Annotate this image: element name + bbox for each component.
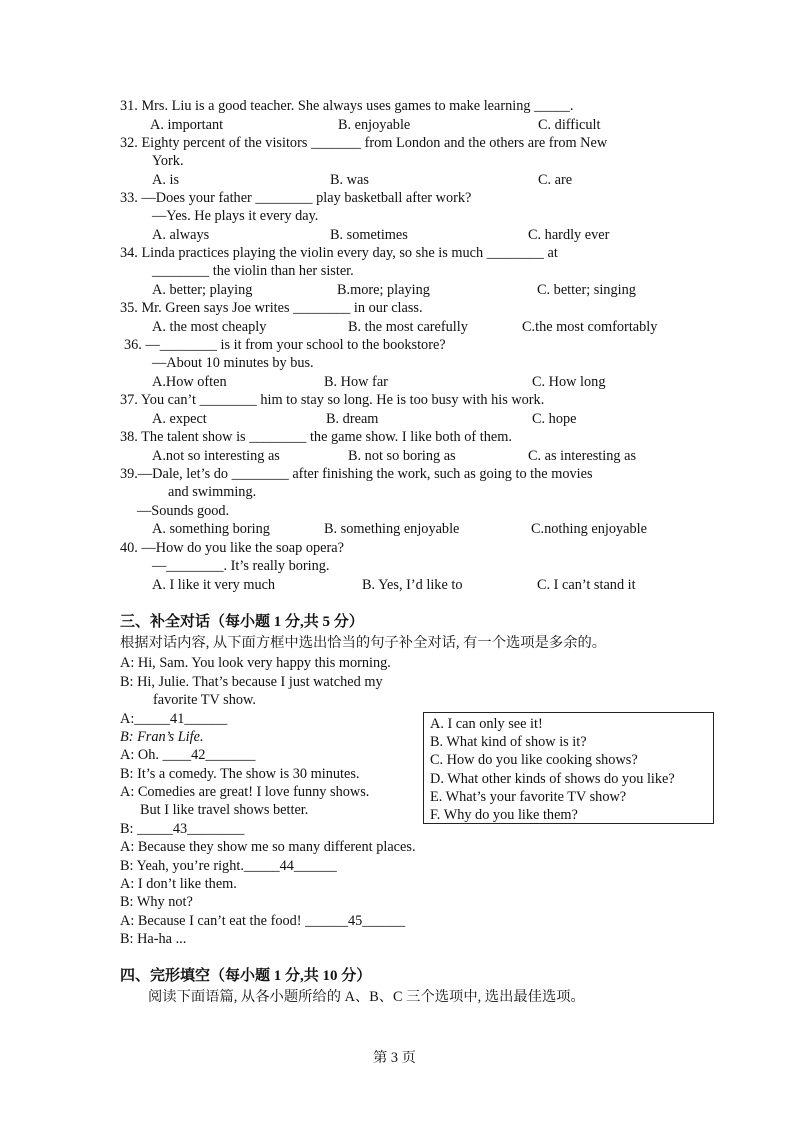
option-e: E. What’s your favorite TV show? bbox=[430, 789, 627, 805]
option-35-c: C.the most comfortably bbox=[522, 319, 658, 335]
option-32-a: A. is bbox=[152, 172, 180, 188]
option-40-c: C. I can’t stand it bbox=[537, 577, 636, 593]
option-35-a: A. the most cheaply bbox=[152, 319, 267, 335]
question-33-reply: —Yes. He plays it every day. bbox=[152, 208, 319, 224]
option-f: F. Why do you like them? bbox=[430, 807, 578, 823]
dialogue-line: B: Hi, Julie. That’s because I just watched my bbox=[120, 674, 383, 690]
dialogue-line: B: Ha-ha ... bbox=[120, 931, 187, 947]
option-a: A. I can only see it! bbox=[430, 716, 543, 732]
question-34-cont: ________ the violin than her sister. bbox=[152, 263, 354, 279]
question-36-reply: —About 10 minutes by bus. bbox=[152, 355, 314, 371]
option-38-a: A.not so interesting as bbox=[152, 448, 280, 464]
option-33-b: B. sometimes bbox=[330, 227, 408, 243]
question-36: 36. —________ is it from your school to the bookstore? bbox=[124, 337, 446, 353]
option-38-b: B. not so boring as bbox=[348, 448, 456, 464]
option-37-c: C. hope bbox=[532, 411, 577, 427]
option-34-b: B.more; playing bbox=[337, 282, 430, 298]
option-37-b: B. dream bbox=[326, 411, 379, 427]
dialogue-line: A: I don’t like them. bbox=[120, 876, 237, 892]
question-32: 32. Eighty percent of the visitors _______ from London and the others are from New bbox=[120, 135, 608, 151]
option-c: C. How do you like cooking shows? bbox=[430, 752, 638, 768]
dialogue-blank-41: A:_____41______ bbox=[120, 711, 228, 727]
section-4-heading: 四、完形填空（每小题 1 分,共 10 分） bbox=[120, 968, 372, 984]
option-40-a: A. I like it very much bbox=[152, 577, 276, 593]
option-34-c: C. better; singing bbox=[537, 282, 636, 298]
section-3-instruction: 根据对话内容, 从下面方框中选出恰当的句子补全对话, 有一个选项是多余的。 bbox=[120, 635, 607, 651]
option-40-b: B. Yes, I’d like to bbox=[362, 577, 463, 593]
question-40: 40. —How do you like the soap opera? bbox=[120, 540, 344, 556]
dialogue-line: B: Why not? bbox=[120, 894, 193, 910]
option-32-c: C. are bbox=[538, 172, 573, 188]
question-35: 35. Mr. Green says Joe writes ________ in our class. bbox=[120, 300, 423, 316]
option-37-a: A. expect bbox=[152, 411, 207, 427]
option-31-b: B. enjoyable bbox=[338, 117, 411, 133]
dialogue-line: A: Hi, Sam. You look very happy this morning. bbox=[120, 655, 391, 671]
question-31: 31. Mrs. Liu is a good teacher. She always uses games to make learning _____. bbox=[120, 98, 574, 114]
option-b: B. What kind of show is it? bbox=[430, 734, 587, 750]
option-34-a: A. better; playing bbox=[152, 282, 253, 298]
question-33: 33. —Does your father ________ play basketball after work? bbox=[120, 190, 472, 206]
question-34: 34. Linda practices playing the violin every day, so she is much ________ at bbox=[120, 245, 558, 261]
option-39-a: A. something boring bbox=[152, 521, 270, 537]
option-36-a: A.How often bbox=[152, 374, 227, 390]
section-4-instruction: 阅读下面语篇, 从各小题所给的 A、B、C 三个选项中, 选出最佳选项。 bbox=[148, 989, 585, 1005]
dialogue-line: B: Fran’s Life. bbox=[120, 729, 204, 745]
question-39: 39.—Dale, let’s do ________ after finishing the work, such as going to the movies bbox=[120, 466, 593, 482]
dialogue-line: A: Because they show me so many different places. bbox=[120, 839, 416, 855]
question-37: 37. You can’t ________ him to stay so long. He is too busy with his work. bbox=[120, 392, 545, 408]
option-39-b: B. something enjoyable bbox=[324, 521, 460, 537]
option-d: D. What other kinds of shows do you like? bbox=[430, 771, 675, 787]
option-33-c: C. hardly ever bbox=[528, 227, 610, 243]
question-32-cont: York. bbox=[152, 153, 184, 169]
option-36-b: B. How far bbox=[324, 374, 388, 390]
dialogue-blank-42: A: Oh. ____42_______ bbox=[120, 747, 256, 763]
page-number: 第 3 页 bbox=[373, 1050, 416, 1066]
dialogue-line: A: Comedies are great! I love funny shows. bbox=[120, 784, 370, 800]
option-31-a: A. important bbox=[150, 117, 224, 133]
option-39-c: C.nothing enjoyable bbox=[531, 521, 647, 537]
option-32-b: B. was bbox=[330, 172, 369, 188]
question-40-reply: —________. It’s really boring. bbox=[152, 558, 330, 574]
option-36-c: C. How long bbox=[532, 374, 606, 390]
dialogue-blank-45: A: Because I can’t eat the food! ______45______ bbox=[120, 913, 406, 929]
dialogue-blank-43: B: _____43________ bbox=[120, 821, 245, 837]
question-38: 38. The talent show is ________ the game show. I like both of them. bbox=[120, 429, 512, 445]
option-38-c: C. as interesting as bbox=[528, 448, 637, 464]
section-3-heading: 三、补全对话（每小题 1 分,共 5 分） bbox=[120, 614, 364, 630]
question-39-reply: —Sounds good. bbox=[137, 503, 230, 519]
option-33-a: A. always bbox=[152, 227, 210, 243]
question-39-cont: and swimming. bbox=[168, 484, 257, 500]
dialogue-blank-44: B: Yeah, you’re right._____44______ bbox=[120, 858, 337, 874]
option-31-c: C. difficult bbox=[538, 117, 601, 133]
option-35-b: B. the most carefully bbox=[348, 319, 468, 335]
dialogue-line: B: It’s a comedy. The show is 30 minutes. bbox=[120, 766, 360, 782]
dialogue-line: favorite TV show. bbox=[153, 692, 256, 708]
dialogue-line: But I like travel shows better. bbox=[140, 802, 309, 818]
